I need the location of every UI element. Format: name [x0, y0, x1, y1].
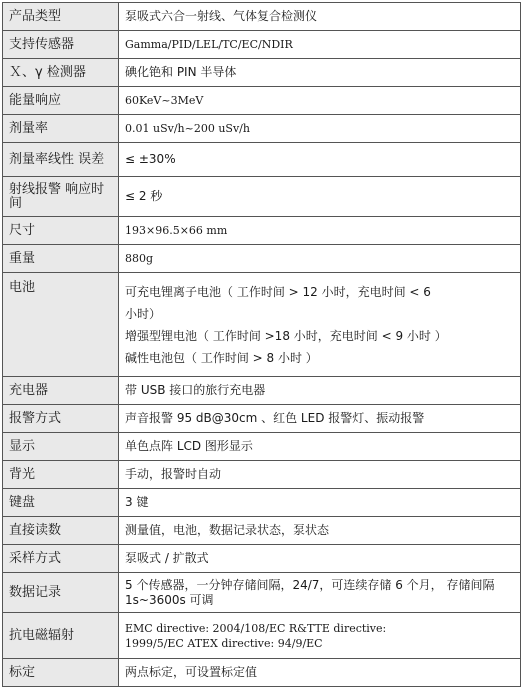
row-value: 5 个传感器，一分钟存储间隔，24/7，可连续存储 6 个月， 存储间隔 1s~3600s 可调: [119, 573, 521, 613]
row-value: 可充电锂离子电池（ 工作时间 > 12 小时，充电时间 < 6 小时） 增强型锂电池（ 工作时间 >18 小时，充电时间 < 9 小时 ） 碱性电池包（ 工作时间 > 8 小时 ）: [119, 273, 521, 377]
row-label: 数据记录: [3, 573, 119, 613]
row-label: 重量: [3, 245, 119, 273]
spec-row-sampling: [3, 545, 521, 573]
row-value: 60KeV~3MeV: [119, 87, 521, 115]
row-value: 880g: [119, 245, 521, 273]
row-value: 两点标定，可设置标定值: [119, 659, 521, 687]
spec-row-alarm-mode: [3, 405, 521, 433]
row-label: 采样方式: [3, 545, 119, 573]
spec-row-energy-response: [3, 87, 521, 115]
spec-row-emc: [3, 613, 521, 659]
row-value: 0.01 uSv/h~200 uSv/h: [119, 115, 521, 143]
row-label: 电池: [3, 273, 119, 377]
row-label: 射线报警 响应时间: [3, 177, 119, 217]
spec-row-alarm-response: [3, 177, 521, 217]
row-value: 泵吸式 / 扩散式: [119, 545, 521, 573]
spec-row-backlight: [3, 461, 521, 489]
row-label: Ｘ、γ 检测器: [3, 59, 119, 87]
row-label: 直接读数: [3, 517, 119, 545]
spec-row-display: [3, 433, 521, 461]
row-label: 键盘: [3, 489, 119, 517]
row-label: 支持传感器: [3, 31, 119, 59]
spec-row-weight: [3, 245, 521, 273]
spec-table: [2, 2, 521, 687]
row-value: 单色点阵 LCD 图形显示: [119, 433, 521, 461]
row-value: 泵吸式六合一射线、气体复合检测仪: [119, 3, 521, 31]
spec-row-data-logging: [3, 573, 521, 613]
spec-row-dose-rate: [3, 115, 521, 143]
spec-row-product-type: [3, 3, 521, 31]
row-label: 尺寸: [3, 217, 119, 245]
spec-row-linearity: [3, 143, 521, 177]
row-label: 充电器: [3, 377, 119, 405]
row-value: 碘化铯和 PIN 半导体: [119, 59, 521, 87]
spec-row-dimensions: [3, 217, 521, 245]
row-label: 剂量率线性 误差: [3, 143, 119, 177]
row-label: 报警方式: [3, 405, 119, 433]
row-value: 手动，报警时自动: [119, 461, 521, 489]
row-label: 标定: [3, 659, 119, 687]
row-value: EMC directive: 2004/108/EC R&TTE directive: 1999/5/EC ATEX directive: 94/9/EC: [119, 613, 521, 659]
spec-row-direct-readout: [3, 517, 521, 545]
spec-row-detector: [3, 59, 521, 87]
row-value: Gamma/PID/LEL/TC/EC/NDIR: [119, 31, 521, 59]
spec-row-sensors: [3, 31, 521, 59]
spec-row-keypad: [3, 489, 521, 517]
row-value: ≤ ±30%: [119, 143, 521, 177]
row-value: ≤ 2 秒: [119, 177, 521, 217]
spec-row-calibration: [3, 659, 521, 687]
row-value: 带 USB 接口的旅行充电器: [119, 377, 521, 405]
spec-row-battery: [3, 273, 521, 377]
row-label: 剂量率: [3, 115, 119, 143]
row-value: 测量值，电池，数据记录状态，泵状态: [119, 517, 521, 545]
spec-row-charger: [3, 377, 521, 405]
row-label: 背光: [3, 461, 119, 489]
row-label: 显示: [3, 433, 119, 461]
row-label: 产品类型: [3, 3, 119, 31]
row-label: 抗电磁辐射: [3, 613, 119, 659]
row-label: 能量响应: [3, 87, 119, 115]
row-value: 声音报警 95 dB@30cm 、红色 LED 报警灯、振动报警: [119, 405, 521, 433]
row-value: 3 键: [119, 489, 521, 517]
row-value: 193×96.5×66 mm: [119, 217, 521, 245]
